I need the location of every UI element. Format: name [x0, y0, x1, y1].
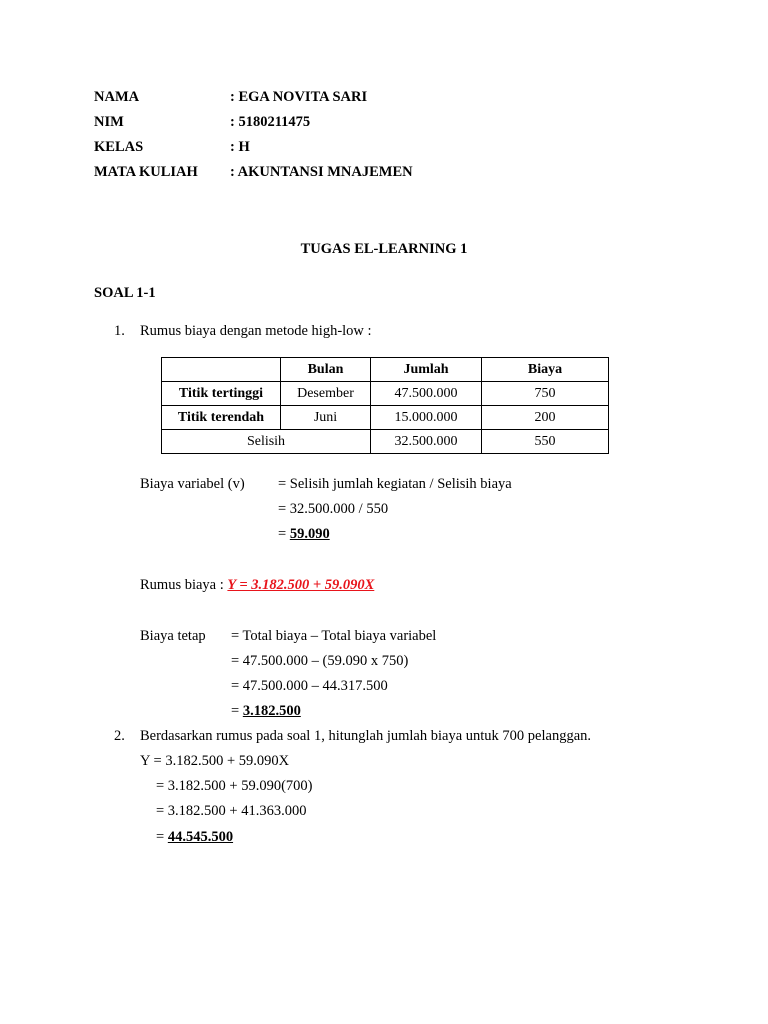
tetap-line-1: = Total biaya – Total biaya variabel — [231, 628, 437, 644]
high-low-table — [161, 357, 609, 454]
value-nim: : 5180211475 — [230, 114, 311, 130]
q2-line-2: = 3.182.500 + 59.090(700) — [156, 778, 313, 794]
table-cell: Titik tertinggi — [162, 382, 281, 406]
table-row-selisih — [162, 430, 609, 454]
tetap-label: Biaya tetap — [140, 628, 206, 644]
table-cell: Titik terendah — [162, 406, 281, 430]
tetap-result-line — [231, 702, 301, 720]
rumus-label: Rumus biaya : — [140, 577, 228, 593]
label-mata-kuliah: MATA KULIAH — [94, 164, 198, 180]
table-cell: 750 — [482, 382, 609, 406]
variabel-result-line — [278, 525, 330, 543]
q1-text: Rumus biaya dengan metode high-low : — [140, 323, 372, 339]
table-cell: 550 — [482, 430, 609, 454]
q2-line-3: = 3.182.500 + 41.363.000 — [156, 803, 307, 819]
label-nim: NIM — [94, 114, 124, 130]
table-header-row — [162, 358, 609, 382]
table-cell: Selisih — [162, 430, 371, 454]
value-nama: : EGA NOVITA SARI — [230, 89, 368, 105]
section-title: SOAL 1-1 — [94, 285, 156, 301]
tetap-result: 3.182.500 — [242, 703, 301, 719]
q2-line-1: Y = 3.182.500 + 59.090X — [140, 753, 290, 769]
tetap-result-prefix: = — [231, 703, 243, 719]
table-header-cell: Jumlah — [371, 358, 482, 382]
variabel-line-1: = Selisih jumlah kegiatan / Selisih biaya — [278, 476, 512, 492]
table-cell: 32.500.000 — [371, 430, 482, 454]
table-header-cell: Bulan — [281, 358, 371, 382]
value-kelas: : H — [230, 139, 250, 155]
value-mata-kuliah: : AKUNTANSI MNAJEMEN — [230, 164, 413, 180]
variabel-result-prefix: = — [278, 526, 290, 542]
table-row — [162, 406, 609, 430]
q2-text: Berdasarkan rumus pada soal 1, hitunglah jumlah biaya untuk 700 pelanggan. — [140, 728, 592, 744]
document-title: TUGAS EL-LEARNING 1 — [300, 241, 468, 257]
tetap-line-3: = 47.500.000 – 44.317.500 — [231, 678, 388, 694]
variabel-label: Biaya variabel (v) — [140, 476, 245, 492]
table-cell: 200 — [482, 406, 609, 430]
label-nama: NAMA — [94, 89, 140, 105]
rumus-formula: Y = 3.182.500 + 59.090X — [227, 577, 375, 593]
table-row — [162, 382, 609, 406]
q2-result-prefix: = — [156, 829, 168, 845]
variabel-line-2: = 32.500.000 / 550 — [278, 501, 389, 517]
table-cell: 15.000.000 — [371, 406, 482, 430]
table-cell: Desember — [281, 382, 371, 406]
q2-result-line — [156, 828, 233, 846]
table-header-cell — [162, 358, 281, 382]
label-kelas: KELAS — [94, 139, 144, 155]
q2-number: 2. — [114, 728, 125, 744]
q2-result: 44.545.500 — [167, 829, 234, 845]
table-header-cell: Biaya — [482, 358, 609, 382]
variabel-result: 59.090 — [289, 526, 330, 542]
rumus-line — [140, 576, 374, 594]
table-cell: 47.500.000 — [371, 382, 482, 406]
table-cell: Juni — [281, 406, 371, 430]
tetap-line-2: = 47.500.000 – (59.090 x 750) — [231, 653, 409, 669]
q1-number: 1. — [114, 323, 125, 339]
